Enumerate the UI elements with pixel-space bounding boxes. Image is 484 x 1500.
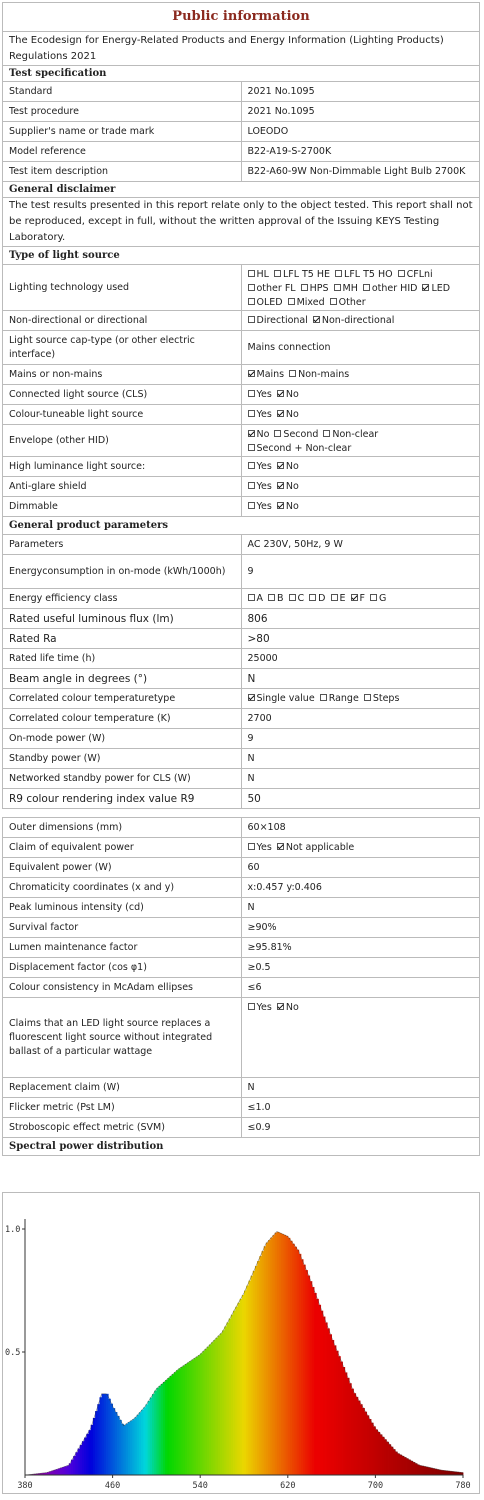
- checkbox-option[interactable]: [277, 408, 299, 422]
- checked-box-icon[interactable]: [351, 594, 358, 601]
- row-value: 806: [241, 609, 480, 629]
- row-label: Test item description: [3, 162, 242, 182]
- checked-box-icon[interactable]: [313, 316, 320, 323]
- light-source-rows: [3, 265, 480, 517]
- unchecked-box-icon[interactable]: [398, 270, 405, 277]
- unchecked-box-icon[interactable]: [268, 594, 275, 601]
- unchecked-box-icon[interactable]: [309, 594, 316, 601]
- checkbox-label: A: [256, 593, 263, 604]
- unchecked-box-icon[interactable]: [248, 390, 255, 397]
- row-value: [241, 265, 480, 311]
- unchecked-box-icon[interactable]: [364, 694, 371, 701]
- checkbox-option[interactable]: [248, 692, 315, 706]
- unchecked-box-icon[interactable]: [248, 462, 255, 469]
- row-label: Non-directional or directional: [3, 311, 242, 331]
- row-value: 2021 No.1095: [241, 82, 480, 102]
- row-label: Dimmable: [3, 497, 242, 517]
- table-row: [3, 729, 480, 749]
- table-row: [3, 629, 480, 649]
- table-row: [3, 555, 480, 589]
- checkbox-option[interactable]: [422, 282, 450, 296]
- row-label: Energy efficiency class: [3, 589, 242, 609]
- row-label: Supplier's name or trade mark: [3, 122, 242, 142]
- row-label: Colour consistency in McAdam ellipses: [3, 978, 242, 998]
- table-row: [3, 938, 480, 958]
- table-row: [3, 838, 480, 858]
- checkbox-option[interactable]: [331, 592, 346, 606]
- checkbox-label: Single value: [256, 693, 315, 704]
- table-row: [3, 1078, 480, 1098]
- disclaimer-text: The test results presented in this report relate only to the object tested. This report shall not be reproduced, except in full, without the written approval of the Issuing KEYS Testing Laboratory.: [3, 198, 480, 247]
- checkbox-label: C: [297, 593, 305, 604]
- report-page: [2, 2, 480, 1156]
- intro-text: The Ecodesign for Energy-Related Products and Energy Information (Lighting Products) Regulations 2021: [3, 32, 480, 66]
- row-value: x:0.457 y:0.406: [241, 878, 480, 898]
- checked-box-icon[interactable]: [277, 390, 284, 397]
- checkbox-label: Mixed: [296, 297, 325, 308]
- table-row: [3, 769, 480, 789]
- row-value: B22-A60-9W Non-Dimmable Light Bulb 2700K: [241, 162, 480, 182]
- checked-box-icon[interactable]: [277, 462, 284, 469]
- checkbox-option[interactable]: [323, 428, 378, 442]
- checkbox-option[interactable]: [248, 500, 272, 514]
- row-label: Energyconsumption in on-mode (kWh/1000h): [3, 555, 242, 589]
- row-label: Outer dimensions (mm): [3, 818, 242, 838]
- row-value: [241, 405, 480, 425]
- row-label: Claims that an LED light source replaces a fluorescent light source without integrated ballast of a particular wattage: [3, 998, 242, 1078]
- table-row: [3, 818, 480, 838]
- checkbox-label: E: [339, 593, 346, 604]
- checkbox-option[interactable]: [334, 282, 358, 296]
- checkbox-label: Yes: [256, 461, 272, 472]
- params2-rows: [3, 818, 480, 1138]
- checkbox-label: Not applicable: [285, 842, 355, 853]
- light-source-heading: Type of light source: [3, 247, 480, 265]
- row-label: Model reference: [3, 142, 242, 162]
- table-row: [3, 265, 480, 311]
- checkbox-option[interactable]: [277, 841, 354, 855]
- checkbox-option[interactable]: [277, 460, 299, 474]
- checkbox-label: Yes: [256, 501, 272, 512]
- row-value: N: [241, 898, 480, 918]
- row-value: ≥90%: [241, 918, 480, 938]
- checkbox-label: Range: [328, 693, 359, 704]
- spectral-chart-svg: [3, 1193, 479, 1493]
- table-row: [3, 497, 480, 517]
- table-row: [3, 749, 480, 769]
- checkbox-label: Second: [283, 429, 319, 440]
- unchecked-box-icon[interactable]: [248, 444, 255, 451]
- y-tick-label: 1.0: [5, 1225, 21, 1235]
- checkbox-option[interactable]: [364, 692, 400, 706]
- unchecked-box-icon[interactable]: [320, 694, 327, 701]
- row-label: Anti-glare shield: [3, 477, 242, 497]
- row-value: N: [241, 1078, 480, 1098]
- checkbox-option[interactable]: [248, 282, 296, 296]
- row-value: ≤1.0: [241, 1098, 480, 1118]
- row-label: Mains or non-mains: [3, 365, 242, 385]
- checked-box-icon[interactable]: [277, 502, 284, 509]
- table-row: [3, 709, 480, 729]
- test-spec-heading: Test specification: [3, 66, 480, 82]
- table-row: [3, 331, 480, 365]
- row-label: Displacement factor (cos φ1): [3, 958, 242, 978]
- row-value: 60: [241, 858, 480, 878]
- checkbox-option[interactable]: [398, 268, 433, 282]
- row-value: >80: [241, 629, 480, 649]
- x-tick-label: 700: [367, 1481, 384, 1491]
- checkbox-label: LED: [431, 283, 451, 294]
- unchecked-box-icon[interactable]: [248, 594, 255, 601]
- table-row: [3, 689, 480, 709]
- disclaimer-heading: General disclaimer: [3, 182, 480, 198]
- checkbox-option[interactable]: [248, 268, 269, 282]
- row-value: [241, 365, 480, 385]
- unchecked-box-icon[interactable]: [248, 1003, 255, 1010]
- row-value: N: [241, 749, 480, 769]
- row-label: Colour-tuneable light source: [3, 405, 242, 425]
- row-value: B22-A19-S-2700K: [241, 142, 480, 162]
- table-row: [3, 858, 480, 878]
- checkbox-label: HPS: [309, 283, 329, 294]
- checkbox-option[interactable]: [248, 442, 352, 456]
- row-label: On-mode power (W): [3, 729, 242, 749]
- table-row: [3, 477, 480, 497]
- checkbox-label: Non-mains: [298, 369, 350, 380]
- checkbox-label: Yes: [256, 842, 272, 853]
- checkbox-label: F: [359, 593, 365, 604]
- checked-box-icon[interactable]: [277, 482, 284, 489]
- checked-box-icon[interactable]: [277, 1003, 284, 1010]
- checkbox-label: OLED: [256, 297, 283, 308]
- checkbox-label: Second + Non-clear: [256, 443, 352, 454]
- row-value: ≥95.81%: [241, 938, 480, 958]
- row-label: Light source cap-type (or other electric interface): [3, 331, 242, 365]
- unchecked-box-icon[interactable]: [248, 410, 255, 417]
- checkbox-label: Yes: [256, 389, 272, 400]
- row-value: [241, 311, 480, 331]
- checkbox-option[interactable]: [268, 592, 284, 606]
- checkbox-label: Directional: [256, 315, 308, 326]
- row-value: [241, 838, 480, 858]
- row-value: [241, 497, 480, 517]
- row-value: [241, 425, 480, 457]
- checkbox-option[interactable]: [277, 500, 299, 514]
- checkbox-label: No: [285, 461, 299, 472]
- table-row: [3, 958, 480, 978]
- row-value: ≤6: [241, 978, 480, 998]
- row-label: R9 colour rendering index value R9: [3, 789, 242, 809]
- checkbox-option[interactable]: [351, 592, 365, 606]
- row-value: Mains connection: [241, 331, 480, 365]
- row-value: ≥0.5: [241, 958, 480, 978]
- checkbox-label: No: [285, 1002, 299, 1013]
- spectral-chart: [2, 1192, 480, 1494]
- checkbox-label: Non-directional: [321, 315, 395, 326]
- checkbox-label: Other: [338, 297, 366, 308]
- checkbox-label: other HID: [371, 283, 418, 294]
- row-value: 9: [241, 555, 480, 589]
- table-row: [3, 122, 480, 142]
- checkbox-label: D: [318, 593, 326, 604]
- row-value: 2700: [241, 709, 480, 729]
- row-value: ≤0.9: [241, 1118, 480, 1138]
- test-spec-rows: [3, 82, 480, 182]
- checkbox-label: LFL T5 HO: [344, 269, 393, 280]
- checkbox-option[interactable]: [335, 268, 393, 282]
- checkbox-label: Yes: [256, 409, 272, 420]
- table-row: [3, 1098, 480, 1118]
- row-label: Replacement claim (W): [3, 1078, 242, 1098]
- checkbox-option[interactable]: [370, 592, 386, 606]
- checkbox-label: Non-clear: [332, 429, 379, 440]
- spectrum-heading: Spectral power distribution: [3, 1138, 480, 1156]
- checked-box-icon[interactable]: [248, 694, 255, 701]
- checkbox-option[interactable]: [320, 692, 359, 706]
- row-value: [241, 477, 480, 497]
- checkbox-option[interactable]: [289, 592, 305, 606]
- checkbox-option[interactable]: [274, 268, 330, 282]
- table-row: [3, 898, 480, 918]
- checked-box-icon[interactable]: [422, 284, 429, 291]
- row-label: Envelope (other HID): [3, 425, 242, 457]
- unchecked-box-icon[interactable]: [248, 482, 255, 489]
- checkbox-option[interactable]: [301, 282, 329, 296]
- report-table: [2, 2, 480, 1156]
- row-label: Correlated colour temperaturetype: [3, 689, 242, 709]
- table-row: [3, 142, 480, 162]
- checkbox-label: No: [285, 481, 299, 492]
- checkbox-label: MH: [342, 283, 358, 294]
- row-value: 25000: [241, 649, 480, 669]
- unchecked-box-icon[interactable]: [288, 298, 295, 305]
- table-row: [3, 918, 480, 938]
- row-value: 2021 No.1095: [241, 102, 480, 122]
- unchecked-box-icon[interactable]: [330, 298, 337, 305]
- table-row: [3, 998, 480, 1078]
- checkbox-option[interactable]: [248, 1001, 272, 1015]
- row-value: [241, 385, 480, 405]
- row-value: N: [241, 769, 480, 789]
- checkbox-label: Yes: [256, 1002, 272, 1013]
- checkbox-option[interactable]: [277, 1001, 299, 1015]
- x-tick-label: 380: [17, 1481, 33, 1491]
- checkbox-label: No: [285, 501, 299, 512]
- row-value: [241, 457, 480, 477]
- checkbox-option[interactable]: [248, 296, 283, 310]
- unchecked-box-icon[interactable]: [274, 430, 281, 437]
- row-label: Standby power (W): [3, 749, 242, 769]
- checked-box-icon[interactable]: [277, 843, 284, 850]
- row-value: 50: [241, 789, 480, 809]
- table-row: [3, 162, 480, 182]
- checkbox-option[interactable]: [363, 282, 418, 296]
- unchecked-box-icon[interactable]: [334, 284, 341, 291]
- checkbox-option[interactable]: [248, 314, 308, 328]
- row-label: High luminance light source:: [3, 457, 242, 477]
- row-label: Standard: [3, 82, 242, 102]
- table-row: [3, 385, 480, 405]
- unchecked-box-icon[interactable]: [370, 594, 377, 601]
- checked-box-icon[interactable]: [277, 410, 284, 417]
- checkbox-label: CFLni: [406, 269, 433, 280]
- checkbox-option[interactable]: [277, 480, 299, 494]
- checkbox-label: Yes: [256, 481, 272, 492]
- unchecked-box-icon[interactable]: [363, 284, 370, 291]
- checkbox-label: No: [256, 429, 270, 440]
- row-label: Survival factor: [3, 918, 242, 938]
- x-tick-label: 540: [192, 1481, 208, 1491]
- row-value: N: [241, 669, 480, 689]
- checkbox-label: Mains: [256, 369, 285, 380]
- table-row: [3, 311, 480, 331]
- row-label: Lighting technology used: [3, 265, 242, 311]
- checkbox-option[interactable]: [248, 408, 272, 422]
- table-row: [3, 609, 480, 629]
- table-row: [3, 878, 480, 898]
- unchecked-box-icon[interactable]: [323, 430, 330, 437]
- unchecked-box-icon[interactable]: [248, 502, 255, 509]
- unchecked-box-icon[interactable]: [289, 370, 296, 377]
- table-row: [3, 535, 480, 555]
- table-row: [3, 669, 480, 689]
- x-tick-label: 460: [104, 1481, 121, 1491]
- y-tick-label: 0.5: [5, 1348, 21, 1358]
- checkbox-option[interactable]: [330, 296, 366, 310]
- checkbox-label: LFL T5 HE: [282, 269, 331, 280]
- checkbox-label: G: [378, 593, 387, 604]
- row-label: Lumen maintenance factor: [3, 938, 242, 958]
- row-label: Claim of equivalent power: [3, 838, 242, 858]
- unchecked-box-icon[interactable]: [248, 298, 255, 305]
- row-label: Flicker metric (Pst LM): [3, 1098, 242, 1118]
- row-label: Rated Ra: [3, 629, 242, 649]
- unchecked-box-icon[interactable]: [248, 843, 255, 850]
- checkbox-label: other FL: [256, 283, 296, 294]
- row-label: Correlated colour temperature (K): [3, 709, 242, 729]
- table-row: [3, 405, 480, 425]
- row-value: [241, 998, 480, 1078]
- checkbox-option[interactable]: [313, 314, 394, 328]
- checkbox-option[interactable]: [309, 592, 325, 606]
- checkbox-option[interactable]: [289, 368, 349, 382]
- row-value: LOEODO: [241, 122, 480, 142]
- params-heading: General product parameters: [3, 517, 480, 535]
- table-row: [3, 1118, 480, 1138]
- row-label: Peak luminous intensity (cd): [3, 898, 242, 918]
- table-row: [3, 589, 480, 609]
- checkbox-option[interactable]: [248, 480, 272, 494]
- table-row: [3, 102, 480, 122]
- table-row: [3, 425, 480, 457]
- unchecked-box-icon[interactable]: [289, 594, 296, 601]
- page-title: Public information: [3, 3, 480, 32]
- checkbox-label: HL: [256, 269, 269, 280]
- checkbox-option[interactable]: [248, 428, 270, 442]
- checkbox-label: B: [277, 593, 284, 604]
- table-row: [3, 457, 480, 477]
- unchecked-box-icon[interactable]: [274, 270, 281, 277]
- row-label: Test procedure: [3, 102, 242, 122]
- row-value: [241, 589, 480, 609]
- row-value: 60×108: [241, 818, 480, 838]
- checkbox-option[interactable]: [288, 296, 325, 310]
- checkbox-option[interactable]: [248, 388, 272, 402]
- row-label: Connected light source (CLS): [3, 385, 242, 405]
- checkbox-option[interactable]: [277, 388, 299, 402]
- checkbox-label: No: [285, 389, 299, 400]
- row-label: Parameters: [3, 535, 242, 555]
- checkbox-option[interactable]: [248, 841, 272, 855]
- row-label: Chromaticity coordinates (x and y): [3, 878, 242, 898]
- unchecked-box-icon[interactable]: [301, 284, 308, 291]
- table-row: [3, 365, 480, 385]
- checkbox-option[interactable]: [248, 592, 264, 606]
- checked-box-icon[interactable]: [248, 370, 255, 377]
- checkbox-option[interactable]: [248, 368, 285, 382]
- row-label: Equivalent power (W): [3, 858, 242, 878]
- row-value: [241, 689, 480, 709]
- unchecked-box-icon[interactable]: [248, 270, 255, 277]
- table-row: [3, 649, 480, 669]
- checkbox-option[interactable]: [274, 428, 318, 442]
- unchecked-box-icon[interactable]: [248, 316, 255, 323]
- x-tick-label: 780: [455, 1481, 471, 1491]
- checkbox-label: No: [285, 409, 299, 420]
- params-rows: [3, 535, 480, 809]
- checked-box-icon[interactable]: [248, 430, 255, 437]
- x-tick-label: 620: [280, 1481, 296, 1491]
- row-label: Networked standby power for CLS (W): [3, 769, 242, 789]
- unchecked-box-icon[interactable]: [331, 594, 338, 601]
- row-value: AC 230V, 50Hz, 9 W: [241, 535, 480, 555]
- spectrum-area: [25, 1232, 463, 1475]
- unchecked-box-icon[interactable]: [335, 270, 342, 277]
- row-label: Stroboscopic effect metric (SVM): [3, 1118, 242, 1138]
- row-label: Beam angle in degrees (°): [3, 669, 242, 689]
- checkbox-option[interactable]: [248, 460, 272, 474]
- row-label: Rated life time (h): [3, 649, 242, 669]
- row-value: 9: [241, 729, 480, 749]
- checkbox-label: Steps: [372, 693, 400, 704]
- table-row: [3, 789, 480, 809]
- table-row: [3, 978, 480, 998]
- row-label: Rated useful luminous flux (lm): [3, 609, 242, 629]
- unchecked-box-icon[interactable]: [248, 284, 255, 291]
- table-row: [3, 82, 480, 102]
